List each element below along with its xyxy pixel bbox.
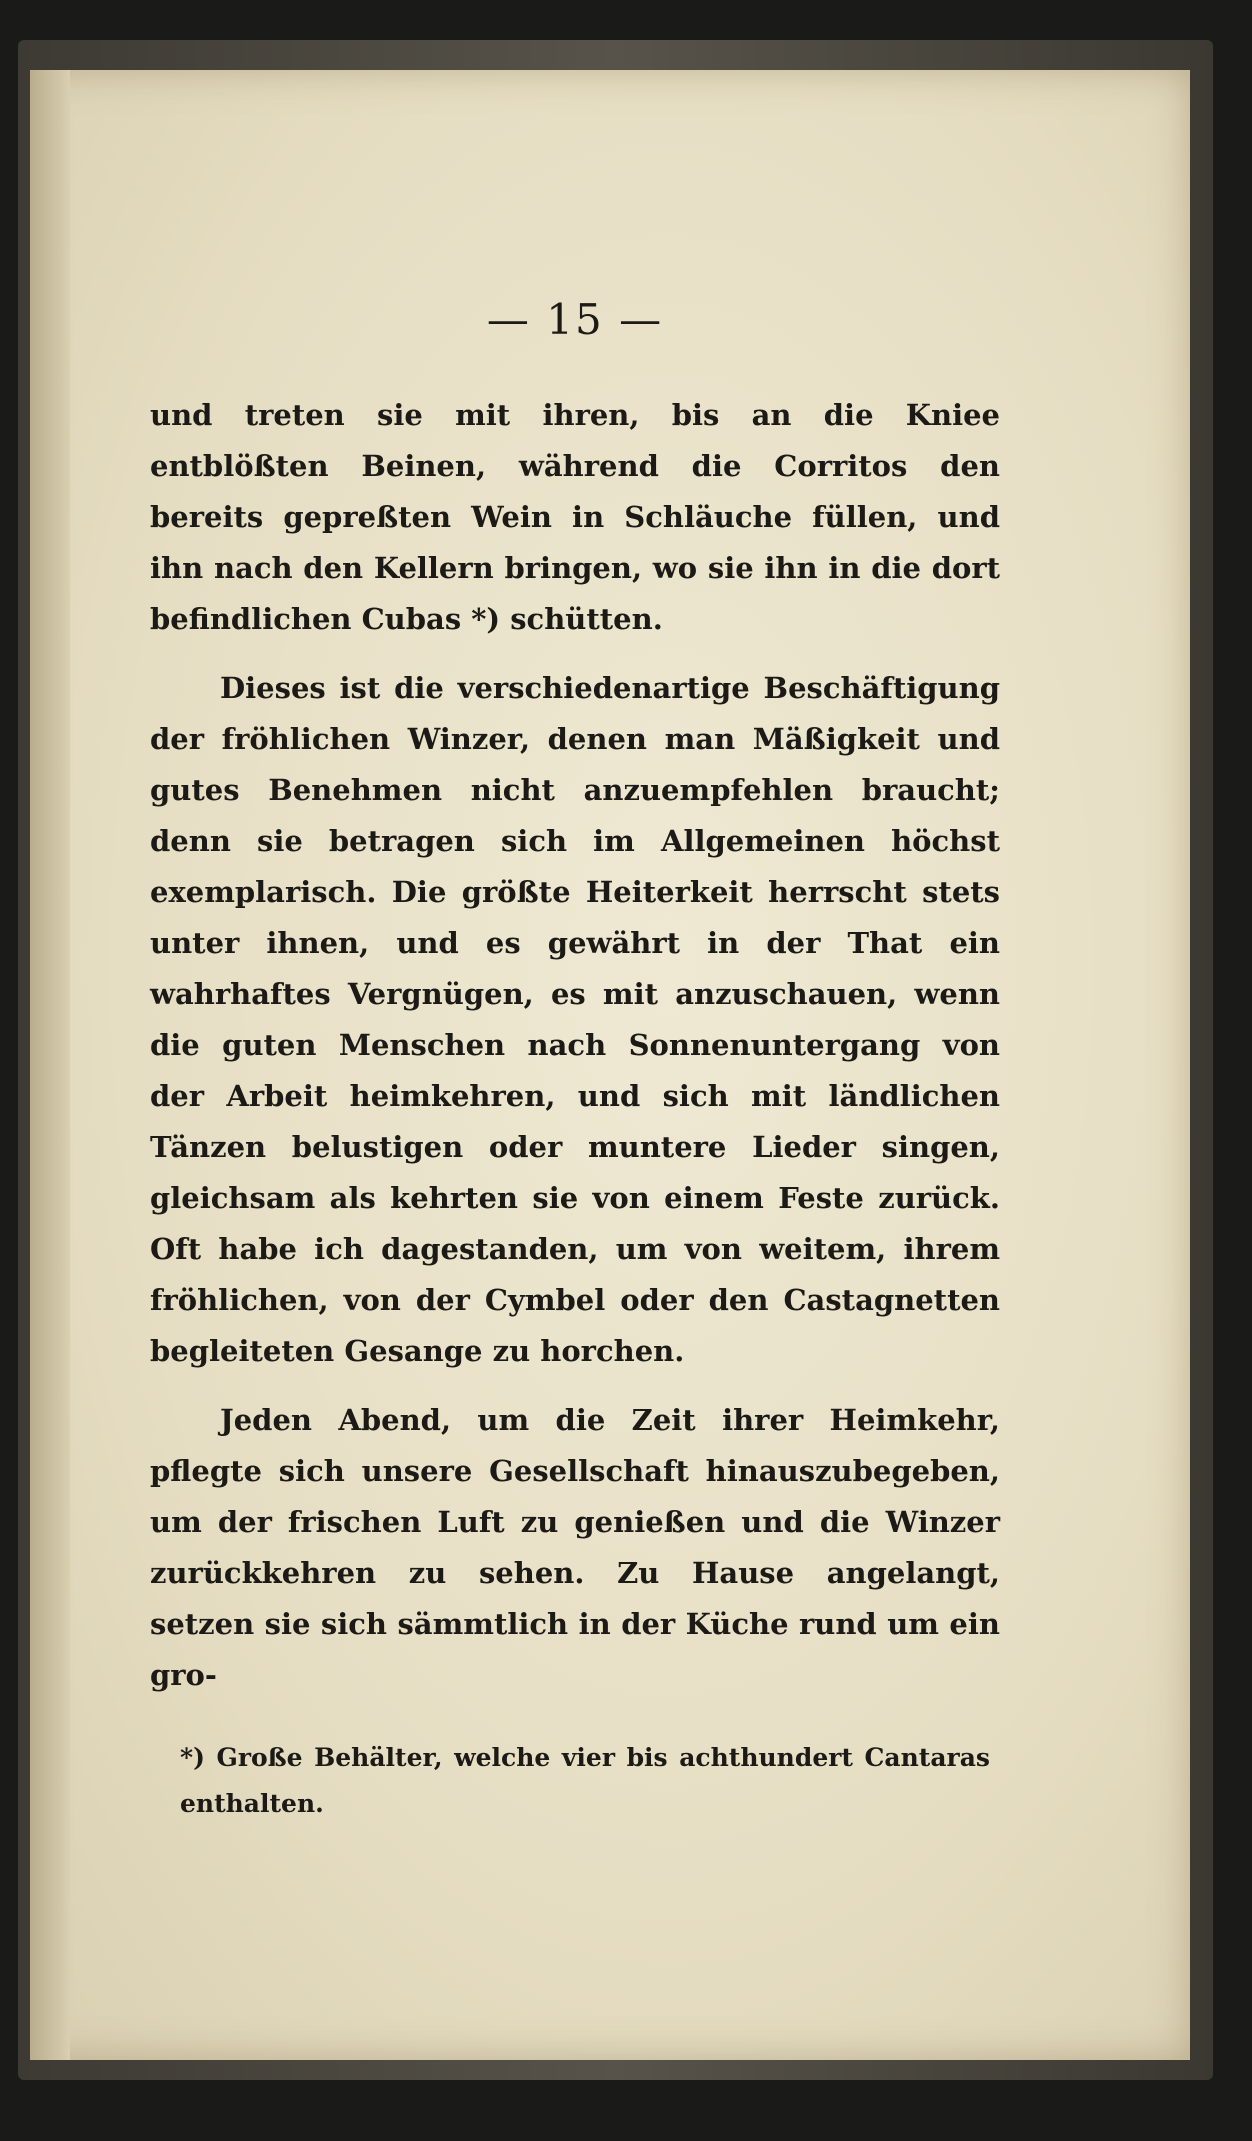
paragraph-1: und treten sie mit ihren, bis an die Kniee entblößten Beinen, während die Corritos den bereits gepreßten Wein in Schläuche füllen, und ihn nach den Kellern bringen, wo sie ihn in die dort befindlichen Cubas *) schütten. [150, 398, 1000, 636]
page-gutter [30, 70, 70, 2060]
page-number: — 15 — [486, 295, 664, 344]
footnote: *) Große Behälter, welche vier bis achthundert Cantaras enthalten. [180, 1743, 990, 1818]
text-block [150, 290, 1000, 1890]
paragraph-3: Jeden Abend, um die Zeit ihrer Heimkehr, pflegte sich unsere Gesellschaft hinauszubegeben, um der frischen Luft zu genießen und die Winzer zurückkehren zu sehen. Zu Hause angelangt, setzen sie sich sämmtlich in der Küche rund um ein gro- [150, 1403, 1000, 1692]
paragraph-2: Dieses ist die verschiedenartige Beschäftigung der fröhlichen Winzer, denen man Mäßigkeit und gutes Benehmen nicht anzuempfehlen braucht; denn sie betragen sich im Allgemeinen höchst exemplarisch. Die größte Heiterkeit herrscht stets unter ihnen, und es gewährt in der That ein wahrhaftes Vergnügen, es mit anzuschauen, wenn die guten Menschen nach Sonnenuntergang von der Arbeit heimkehren, und sich mit ländlichen Tänzen belustigen oder muntere Lieder singen, gleichsam als kehrten sie von einem Feste zurück. Oft habe ich dagestanden, um von weitem, ihrem fröhlichen, von der Cymbel oder den Castagnetten begleiteten Gesange zu horchen. [150, 671, 1000, 1368]
body-text [150, 390, 1000, 1701]
paper-page [30, 70, 1190, 2060]
